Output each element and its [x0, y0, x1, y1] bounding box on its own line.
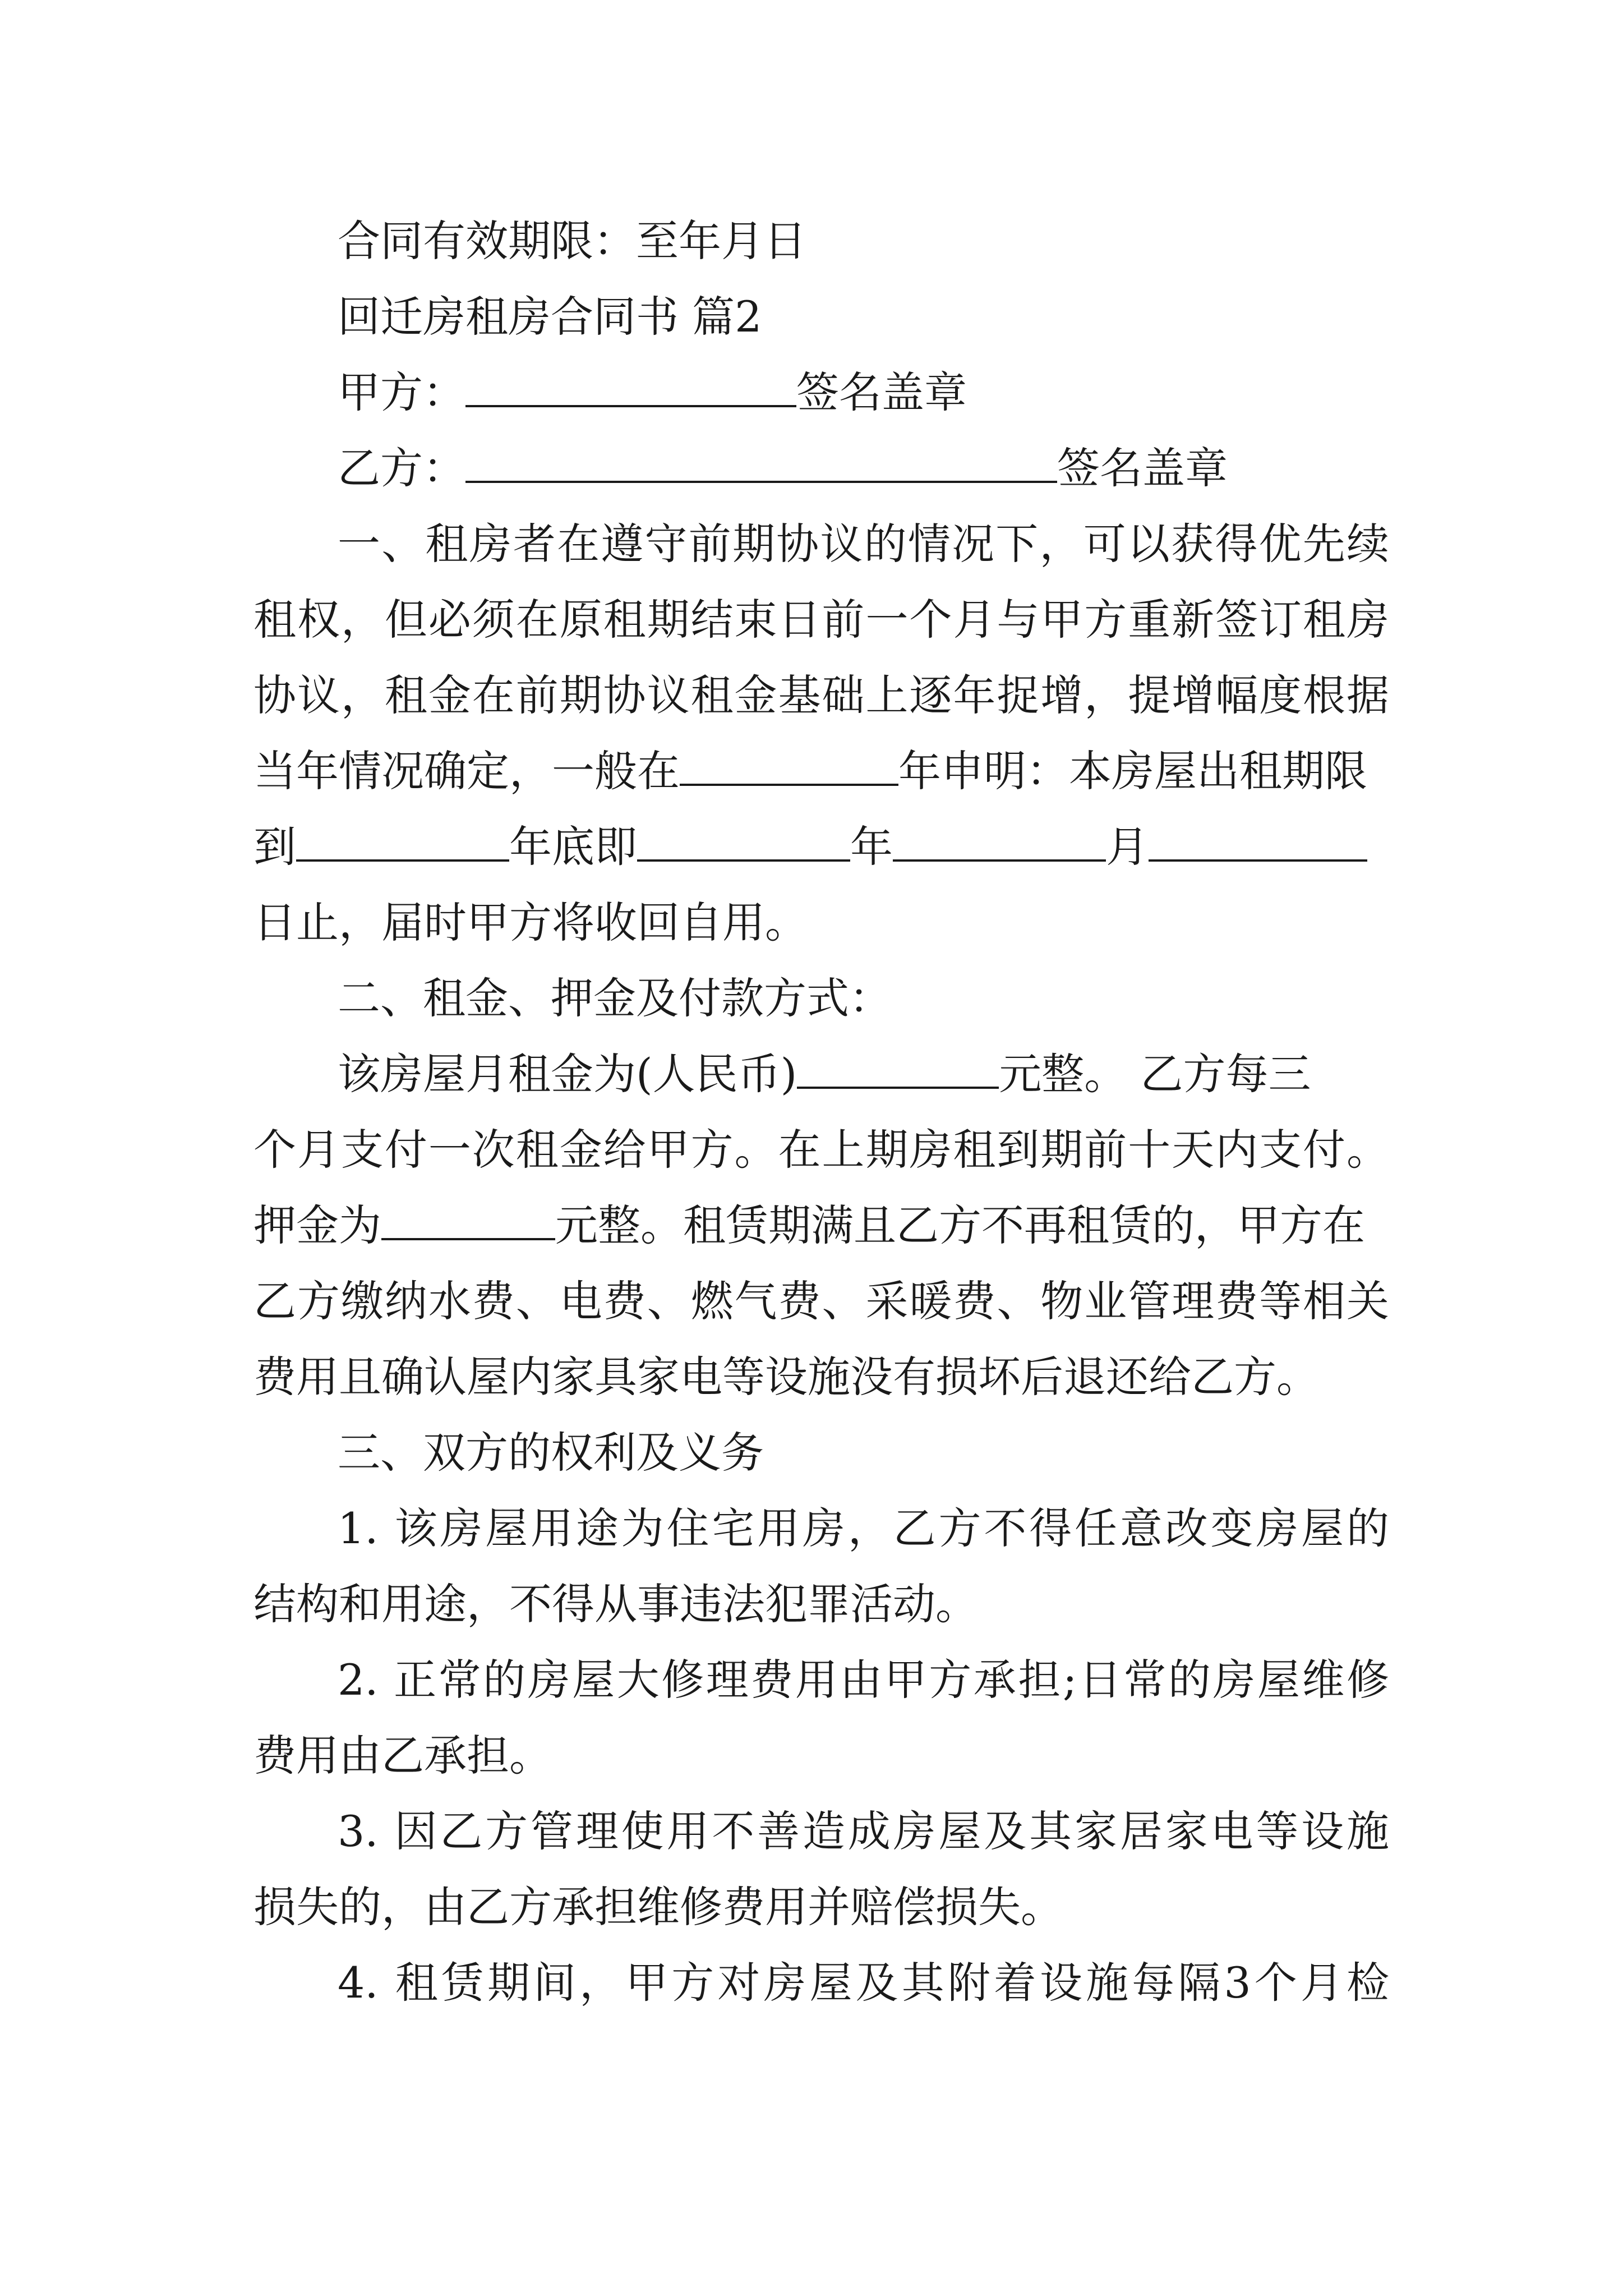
monthly-rent-blank [797, 1052, 999, 1089]
party-a-label: 甲方： [338, 367, 465, 417]
clause2-text-5: 费用且确认屋内家具家电等设施没有损坏后退还给乙方。 [253, 1352, 1319, 1402]
clause3-title-text: 三、双方的权利及义务 [338, 1428, 764, 1478]
clause3-item1-line-2 [253, 1576, 978, 1632]
clause3-item4-text-1: 4. 租赁期间，甲方对房屋及其附着设施每隔3个月检 [338, 1958, 1389, 2008]
clause1-text-4b: 年申明：本房屋出租期限 [898, 746, 1367, 796]
party-b-label: 乙方： [338, 443, 465, 493]
validity-line [253, 213, 806, 269]
clause3-item3-line-1 [253, 1803, 1389, 1860]
party-b-line [253, 440, 1228, 496]
clause3-item3-text-1: 3. 因乙方管理使用不善造成房屋及其家居家电等设施 [338, 1806, 1389, 1856]
clause3-item2-line-2 [253, 1728, 552, 1784]
clause2-line-4 [253, 1273, 1389, 1329]
term-year-blank [296, 825, 509, 862]
clause2-line-5 [253, 1349, 1319, 1405]
clause1-line-1 [253, 516, 1389, 572]
contract-heading [253, 289, 762, 345]
clause1-line-2 [253, 592, 1389, 648]
clause3-title [253, 1425, 764, 1481]
clause1-text-5a: 到 [253, 822, 296, 872]
clause3-item3-line-2 [253, 1879, 1063, 1935]
clause3-item2-line-1 [253, 1652, 1389, 1708]
party-a-blank [465, 370, 796, 407]
clause3-item2-text-2: 费用由乙承担。 [253, 1731, 552, 1780]
clause2-line-1 [253, 1046, 1311, 1102]
clause1-text-5d: 月 [1106, 822, 1149, 872]
validity-text: 合同有效期限：至年月日 [338, 216, 806, 266]
clause2-text-3a: 押金为 [253, 1200, 381, 1250]
heading-text: 回迁房租房合同书 篇2 [338, 292, 762, 342]
clause3-item1-line-1 [253, 1501, 1389, 1557]
clause2-title [253, 970, 892, 1027]
clause3-item4-line-1 [253, 1955, 1389, 2011]
clause2-text-1a: 该房屋月租金为(人民币) [338, 1049, 797, 1099]
deposit-blank [381, 1203, 555, 1240]
clause2-text-3b: 元整。租赁期满且乙方不再租赁的，甲方在 [555, 1200, 1365, 1250]
party-a-line [253, 365, 967, 421]
end-day-blank [1149, 825, 1367, 862]
clause1-text-5c: 年 [850, 822, 893, 872]
clause3-item1-text-2: 结构和用途，不得从事违法犯罪活动。 [253, 1579, 978, 1629]
clause1-text-5b: 年底即 [509, 822, 637, 872]
clause3-item1-text-1: 1. 该房屋用途为住宅用房，乙方不得任意改变房屋的 [338, 1503, 1389, 1553]
party-a-suffix: 签名盖章 [796, 367, 967, 417]
end-month-blank [893, 825, 1106, 862]
clause1-text-4a: 当年情况确定，一般在 [253, 746, 680, 796]
clause3-item3-text-2: 损失的，由乙方承担维修费用并赔偿损失。 [253, 1882, 1063, 1932]
clause1-line-6 [253, 895, 808, 951]
clause1-line-3 [253, 668, 1389, 724]
clause3-item2-text-1: 2. 正常的房屋大修理费用由甲方承担;日常的房屋维修 [338, 1655, 1389, 1705]
party-b-suffix: 签名盖章 [1057, 443, 1228, 493]
clause2-text-4: 乙方缴纳水费、电费、燃气费、采暖费、物业管理费等相关 [253, 1276, 1389, 1326]
clause2-line-3 [253, 1198, 1365, 1254]
clause2-title-text: 二、租金、押金及付款方式： [338, 973, 892, 1023]
clause2-text-2: 个月支付一次租金给甲方。在上期房租到期前十天内支付。 [253, 1125, 1389, 1175]
announce-year-blank [680, 749, 898, 786]
party-b-blank [465, 446, 1057, 483]
end-year-blank [637, 825, 850, 862]
clause2-text-1b: 元整。 乙方每三 [999, 1049, 1311, 1099]
clause1-text-1: 一、租房者在遵守前期协议的情况下，可以获得优先续 [338, 519, 1389, 569]
clause1-text-2: 租权，但必须在原租期结束日前一个月与甲方重新签订租房 [253, 595, 1389, 645]
clause1-line-4 [253, 743, 1367, 799]
clause1-line-5 [253, 819, 1367, 875]
clause2-line-2 [253, 1122, 1389, 1178]
clause1-text-6: 日止，届时甲方将收回自用。 [253, 898, 808, 947]
clause1-text-3: 协议，租金在前期协议租金基础上逐年捉增，提增幅度根据 [253, 670, 1389, 720]
